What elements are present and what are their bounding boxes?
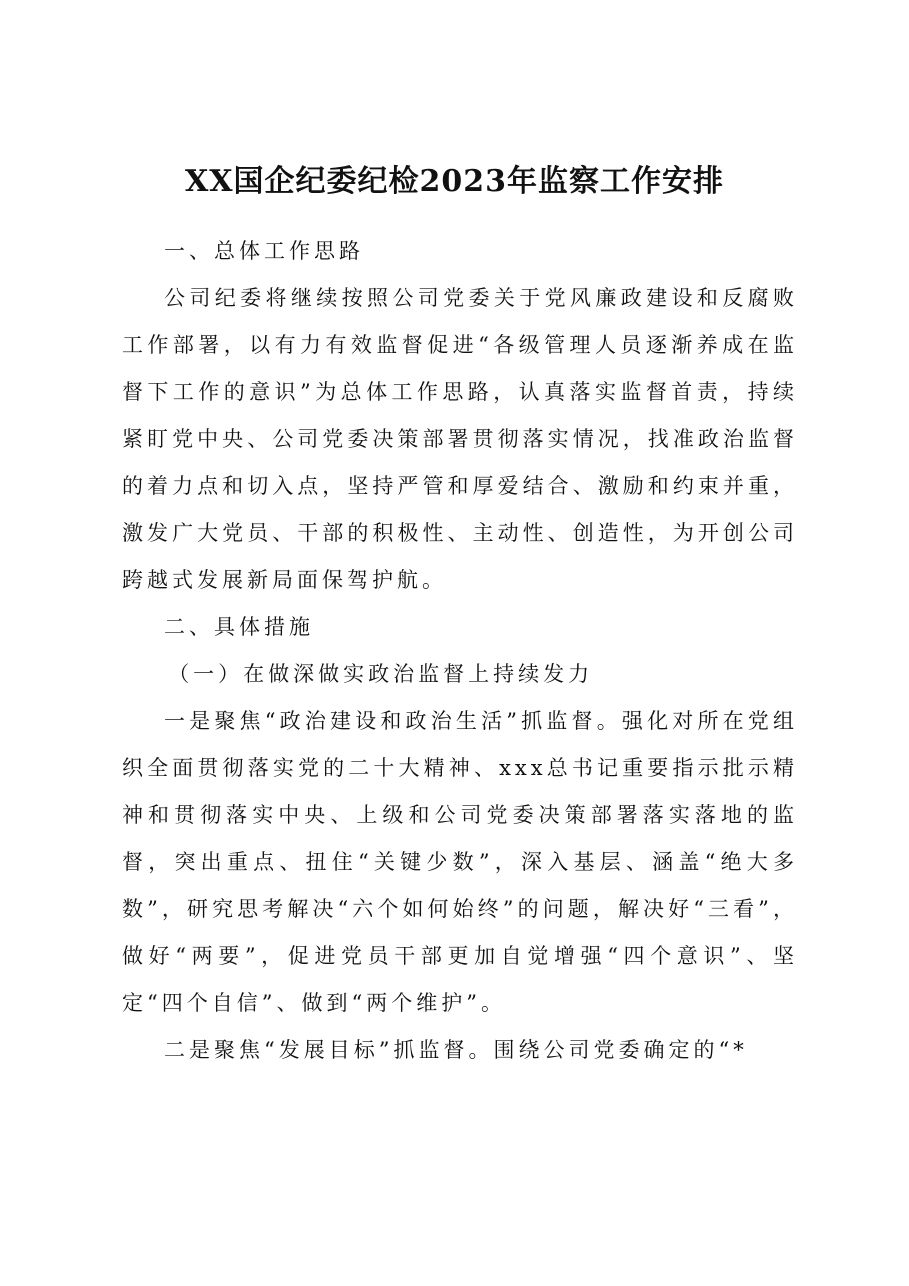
section-1-heading: 一、总体工作思路 bbox=[164, 239, 364, 263]
subsection-1-heading: （一）在做深做实政治监督上持续发力 bbox=[168, 662, 594, 686]
section-2-heading: 二、具体措施 bbox=[164, 615, 314, 639]
document-body bbox=[122, 228, 798, 1074]
document-title: XX国企纪委纪检2023年监察工作安排 bbox=[184, 164, 725, 199]
section-1-paragraph: 公司纪委将继续按照公司党委关于党风廉政建设和反腐败工作部署，以有力有效监督促进“各级管理人员逐渐养成在监督下工作的意识”为总体工作思路，认真落实监督首责，持续紧盯党中央、公司党委决策部署贯彻落实情况，找准政治监督的着力点和切入点，坚持严管和厚爱结合、激励和约束并重，激发广大党员、干部的积极性、主动性、创造性，为开创公司跨越式发展新局面保驾护航。 bbox=[122, 286, 798, 592]
paragraph-development-goals: 二是聚焦“发展目标”抓监督。围绕公司党委确定的“* bbox=[164, 1038, 748, 1062]
paragraph-political-supervision: 一是聚焦“政治建设和政治生活”抓监督。强化对所在党组织全面贯彻落实党的二十大精神、xxx总书记重要指示批示精神和贯彻落实中央、上级和公司党委决策部署落实落地的监督，突出重点、扭住“关键少数”，深入基层、涵盖“绝大多数”，研究思考解决“六个如何始终”的问题，解决好“三看”，做好“两要”，促进党员干部更加自觉增强“四个意识”、坚定“四个自信”、做到“两个维护”。 bbox=[122, 709, 798, 1015]
